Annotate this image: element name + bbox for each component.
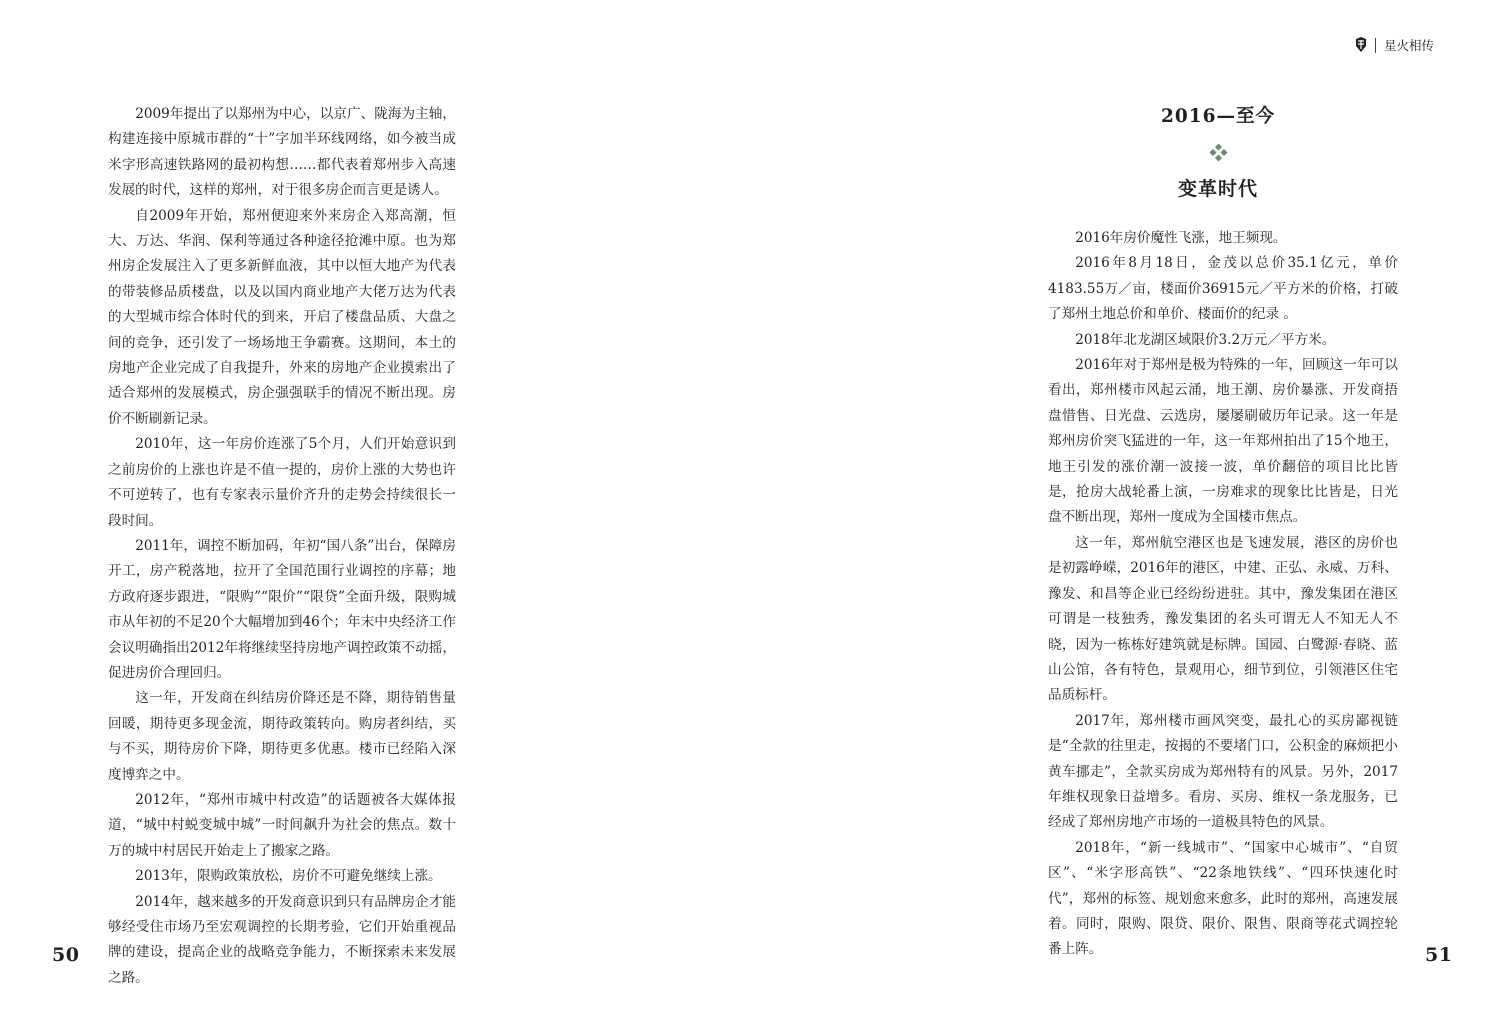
section-title: 2016—至今: [1161, 106, 1275, 127]
left-page-body: [108, 102, 456, 991]
paragraph: 2017年，郑州楼市画风突变，最扎心的买房鄙视链是“全款的往里走，按揭的不要堵门口，公积金的麻烦把小黄车挪走”，全款买房成为郑州特有的风景。另外，2017年维权现象日益增多。看房、买房、维权一条龙服务，已经成了郑州房地产市场的一道极具特色的风景。: [1048, 712, 1398, 831]
right-page: [750, 0, 1500, 1018]
page-number-left: 50: [52, 944, 80, 966]
paragraph: 2018年北龙湖区域限价3.2万元／平方米。: [1075, 331, 1336, 348]
paragraph: 2016年8月18日，金茂以总价35.1亿元，单价4183.55万／亩，楼面价36915元／平方米的价格，打破了郑州土地总价和单价、楼面价的纪录 。: [1048, 255, 1398, 323]
paragraph: 2014年，越来越多的开发商意识到只有品牌房企才能够经受住市场乃至宏观调控的长期考验，它们开始重视品牌的建设，提高企业的战略竞争能力，不断探索未来发展之路。: [108, 893, 456, 986]
right-page-body: [1048, 226, 1398, 963]
paragraph: 2016年房价魔性飞涨，地王频现。: [1075, 230, 1287, 246]
diamond-ornament-icon: [1209, 143, 1228, 162]
paragraph: 这一年，开发商在纠结房价降还是不降，期待销售量回暖，期待更多现金流，期待政策转向。购房者纠结，买与不买，期待房价下降，期待更多优惠。楼市已经陷入深度博弈之中。: [108, 690, 456, 783]
paragraph: 2016年对于郑州是极为特殊的一年，回顾这一年可以看出，郑州楼市风起云涌，地王潮、房价暴涨、开发商捂盘惜售、日光盘、云选房，屡屡刷破历年记录。这一年是郑州房价突飞猛进的一年，这一年郑州拍出了15个地王，地王引发的涨价潮一波接一波，单价翻倍的项目比比皆是，抢房大战轮番上演，一房难求的现象比比皆是，日光盘不断出现，郑州一度成为全国楼市焦点。: [1048, 357, 1398, 526]
paragraph: 自2009年开始，郑州便迎来外来房企入郑高潮，恒大、万达、华润、保利等通过各种途径抢滩中原。也为郑州房企发展注入了更多新鲜血液，其中以恒大地产为代表的带装修品质楼盘，以及以国内商业地产大佬万达为代表的大型城市综合体时代的到来，开启了楼盘品质、大盘之间的竞争，还引发了一场场地王争霸赛。这期间，本土的房地产企业完成了自我提升，外来的房地产企业摸索出了适合郑州的发展模式，房企强强联手的情况不断出现。房价不断刷新记录。: [108, 207, 456, 427]
series-title: 星火相传: [1384, 38, 1435, 53]
paragraph: 2011年，调控不断加码，年初“国八条”出台，保障房开工，房产税落地，拉开了全国范围行业调控的序幕；地方政府逐步跟进，“限购”“限价”“限贷”全面升级，限购城市从年初的不足20个大幅增加到46个；年末中央经济工作会议明确指出2012年将继续坚持房地产调控政策不动摇，促进房价合理回归。: [108, 537, 456, 681]
running-header: [1354, 36, 1434, 54]
header-divider: [1375, 38, 1376, 53]
paragraph: 2013年，限购政策放松，房价不可避免继续上涨。: [135, 868, 442, 885]
paragraph: 2010年，这一年房价连涨了5个月，人们开始意识到之前房价的上涨也许是不值一提的，房价上涨的大势也许不可逆转了，也有专家表示量价齐升的走势会持续很长一段时间。: [108, 436, 456, 529]
paragraph: 2012年，“郑州市城中村改造”的话题被各大媒体报道，“城中村蜕变城中城”一时间飙升为社会的焦点。数十万的城中村居民开始走上了搬家之路。: [108, 791, 456, 859]
paragraph: 2018年，“新一线城市”、“国家中心城市”、“自贸区”、“米字形高铁”、“22条地铁线”、“四环快速化时代”，郑州的标签、规划愈来愈多，此时的郑州，高速发展着。同时，限购、限贷、限价、限售、限商等花式调控轮番上阵。: [1048, 839, 1398, 958]
paragraph: 2009年提出了以郑州为中心，以京广、陇海为主轴，构建连接中原城市群的“十”字加半环线网络，如今被当成米字形高速铁路网的最初构想……都代表着郑州步入高速发展的时代，这样的郑州，对于很多房企而言更是诱人。: [108, 106, 456, 199]
section-subtitle: 变革时代: [1177, 178, 1258, 200]
book-logo-icon: [1354, 37, 1368, 53]
paragraph: 这一年，郑州航空港区也是飞速发展，港区的房价也是初露峥嵘，2016年的港区，中建、正弘、永威、万科、豫发、和昌等企业已经纷纷进驻。其中，豫发集团在港区可谓是一枝独秀，豫发集团的名头可谓无人不知无人不晓，因为一栋栋好建筑就是标牌。国园、白鹭源·春晓、蓝山公馆，各有特色，景观用心，细节到位，引领港区住宅品质标杆。: [1048, 534, 1398, 704]
page-number-right: 51: [1425, 944, 1453, 966]
